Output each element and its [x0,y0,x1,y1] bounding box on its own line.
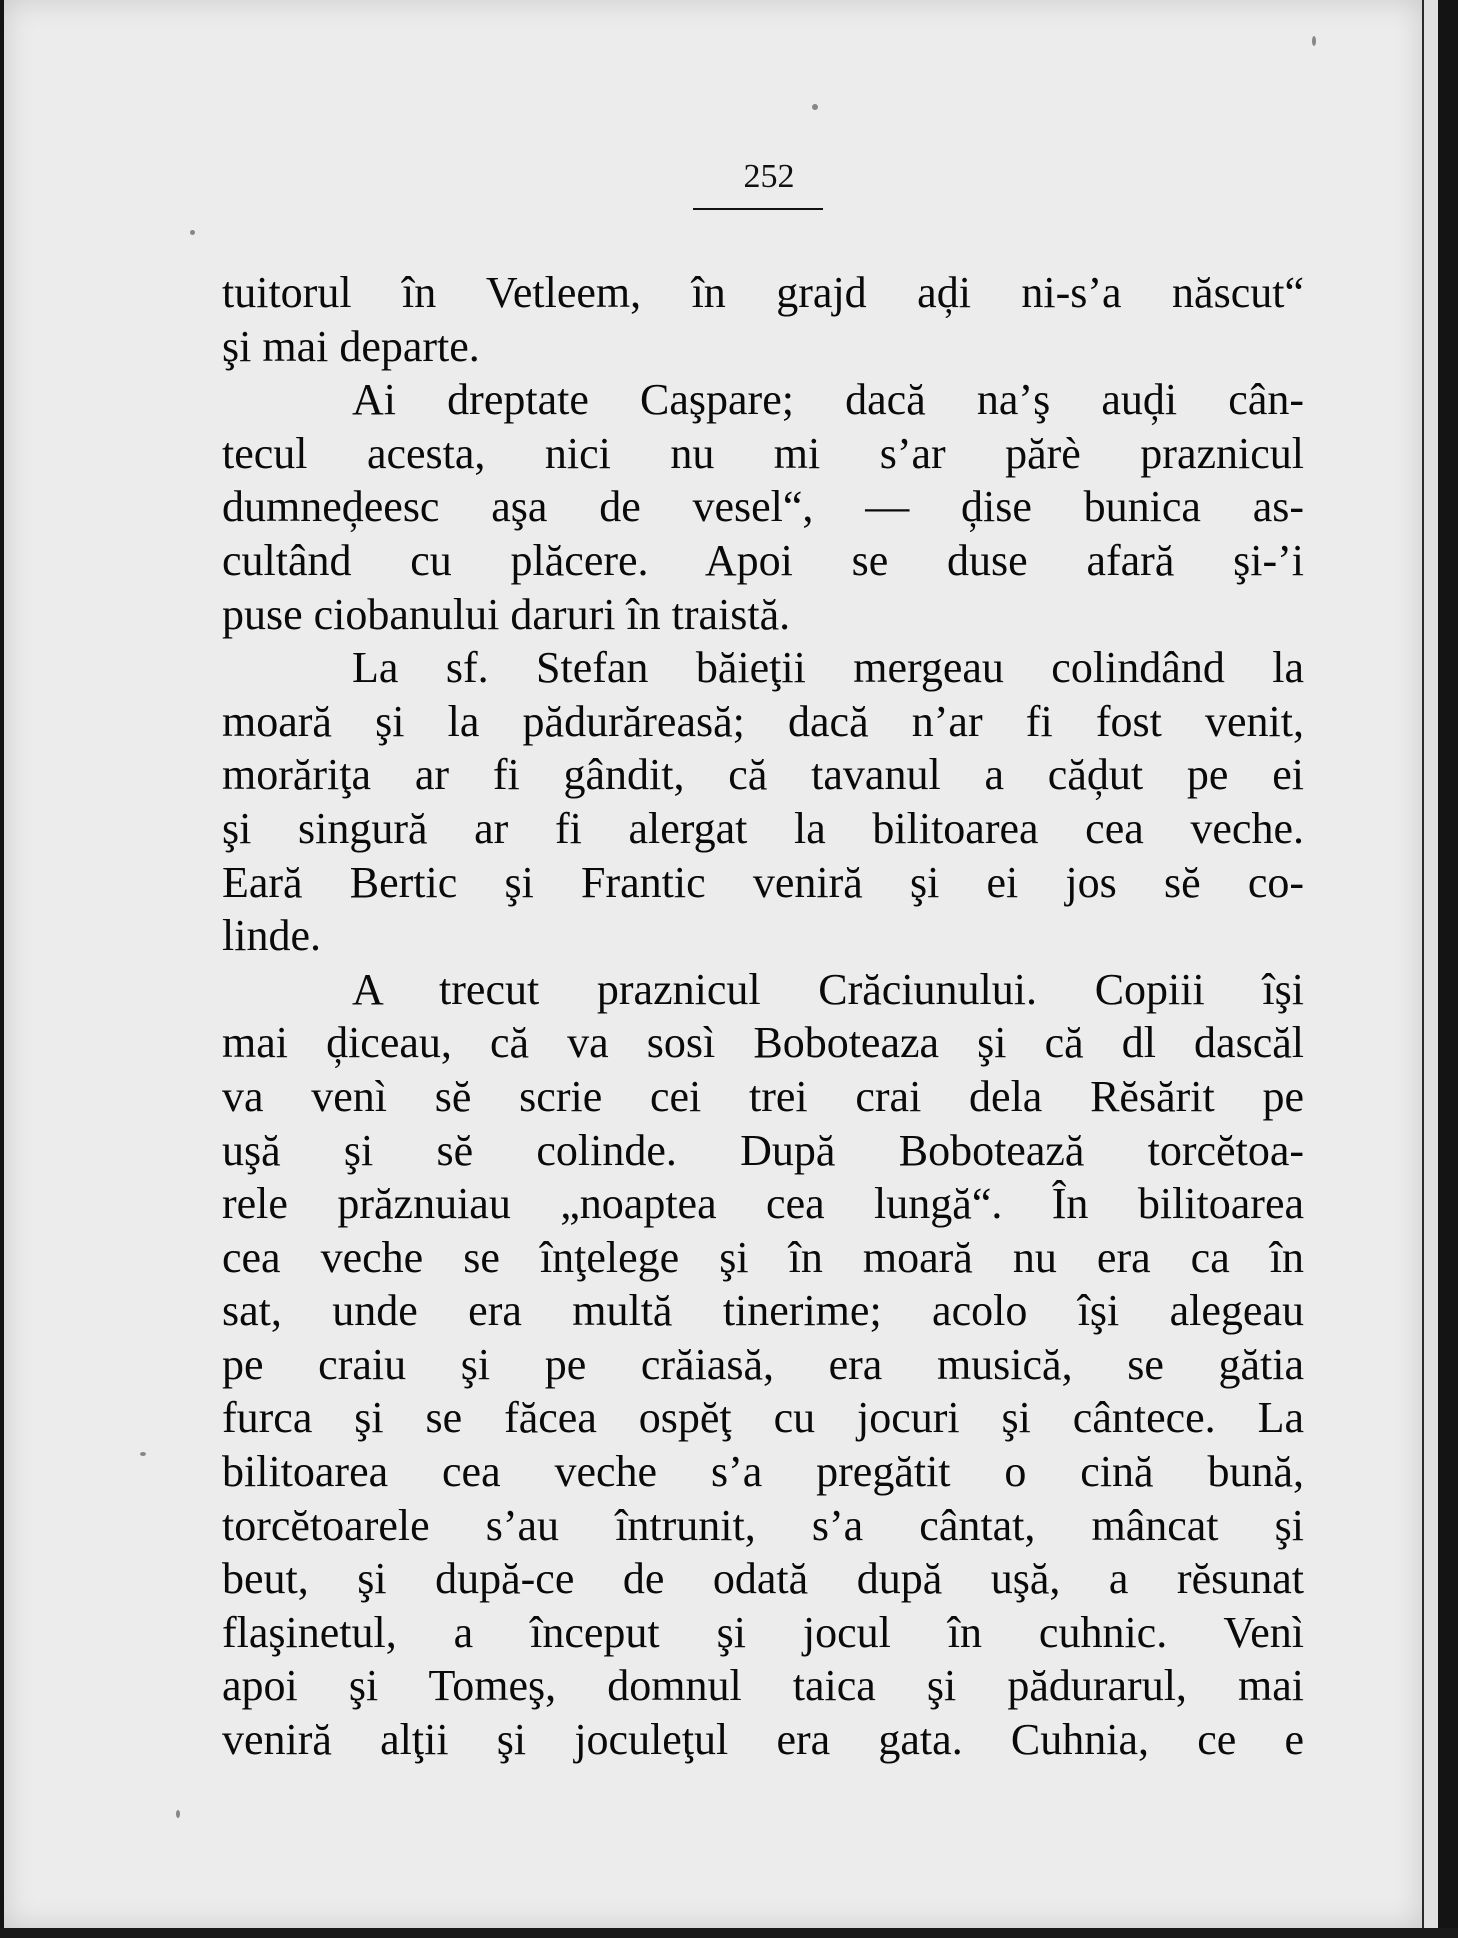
text-line: A trecut praznicul Crăciunului. Copiii îşi [352,964,1304,1014]
text-line: pe craiu şi pe crăiasă, era musică, se gătia [222,1339,1304,1389]
text-line: rele prăznuiau „noaptea cea lungă“. În bilitoarea [222,1179,1304,1229]
page-edge [1422,0,1438,1938]
text-line: şi singură ar fi alergat la bilitoarea cea veche. [222,803,1304,853]
text-line: cea veche se înţelege şi în moară nu era ca în [222,1232,1304,1282]
text-line: sat, unde era multă tinerime; acolo îşi alegeau [222,1286,1304,1336]
dust-speck [176,1810,180,1818]
text-line: furca şi se făcea ospĕţ cu jocuri şi cântece. La [222,1393,1304,1443]
text-line: mai ḑiceau, că va sosì Boboteaza şi că dl dascăl [222,1018,1304,1068]
text-line: linde. [222,911,321,961]
text-line: morăriţa ar fi gândit, că tavanul a căḑut pe ei [222,750,1304,800]
dust-speck [190,230,195,235]
text-line: va venì sĕ scrie cei trei crai dela Rĕsărit pe [222,1071,1304,1121]
text-line: uşă şi sĕ colinde. După Bobotează torcĕtoa- [222,1125,1304,1175]
text-line: torcĕtoarele s’au întrunit, s’a cântat, mâncat şi [222,1500,1304,1550]
page-bottom-edge [0,1928,1458,1938]
text-line: beut, şi după-ce de odată după uşă, a rĕsunat [222,1554,1304,1604]
text-line: cultând cu plăcere. Apoi se duse afară şi-’i [222,535,1304,585]
text-line: puse ciobanului daruri în traistă. [222,589,791,639]
text-line: şi mai departe. [222,321,480,371]
text-line: apoi şi Tomeş, domnul taica şi pădurarul, mai [222,1661,1304,1711]
page-number: 252 [743,158,795,195]
text-line: tecul acesta, nici nu mi s’ar părè praznicul [222,428,1304,478]
dust-speck [1312,36,1316,46]
text-line: veniră alţii şi joculeţul era gata. Cuhnia, ce e [222,1715,1304,1765]
body-text [222,266,1304,1767]
page-number-rule [693,208,823,210]
text-line: flaşinetul, a început şi jocul în cuhnic. Venì [222,1607,1304,1657]
text-line: Eară Bertic şi Frantic veniră şi ei jos sĕ co- [222,857,1304,907]
dust-speck [140,1452,146,1456]
text-line: Ai dreptate Caşpare; dacă na’ş auḑi cân- [352,375,1304,425]
text-line: moară şi la pădurăreasă; dacă n’ar fi fost venit, [222,696,1304,746]
text-line: La sf. Stefan băieţii mergeau colindând la [352,643,1304,693]
text-line: dumneḑeesc aşa de vesel“, — ḑise bunica as- [222,482,1304,532]
text-line: tuitorul în Vetleem, în grajd aḑi ni-s’a născut“ [222,268,1304,317]
dust-speck [812,104,818,110]
text-line: bilitoarea cea veche s’a pregătit o cină bună, [222,1447,1304,1497]
